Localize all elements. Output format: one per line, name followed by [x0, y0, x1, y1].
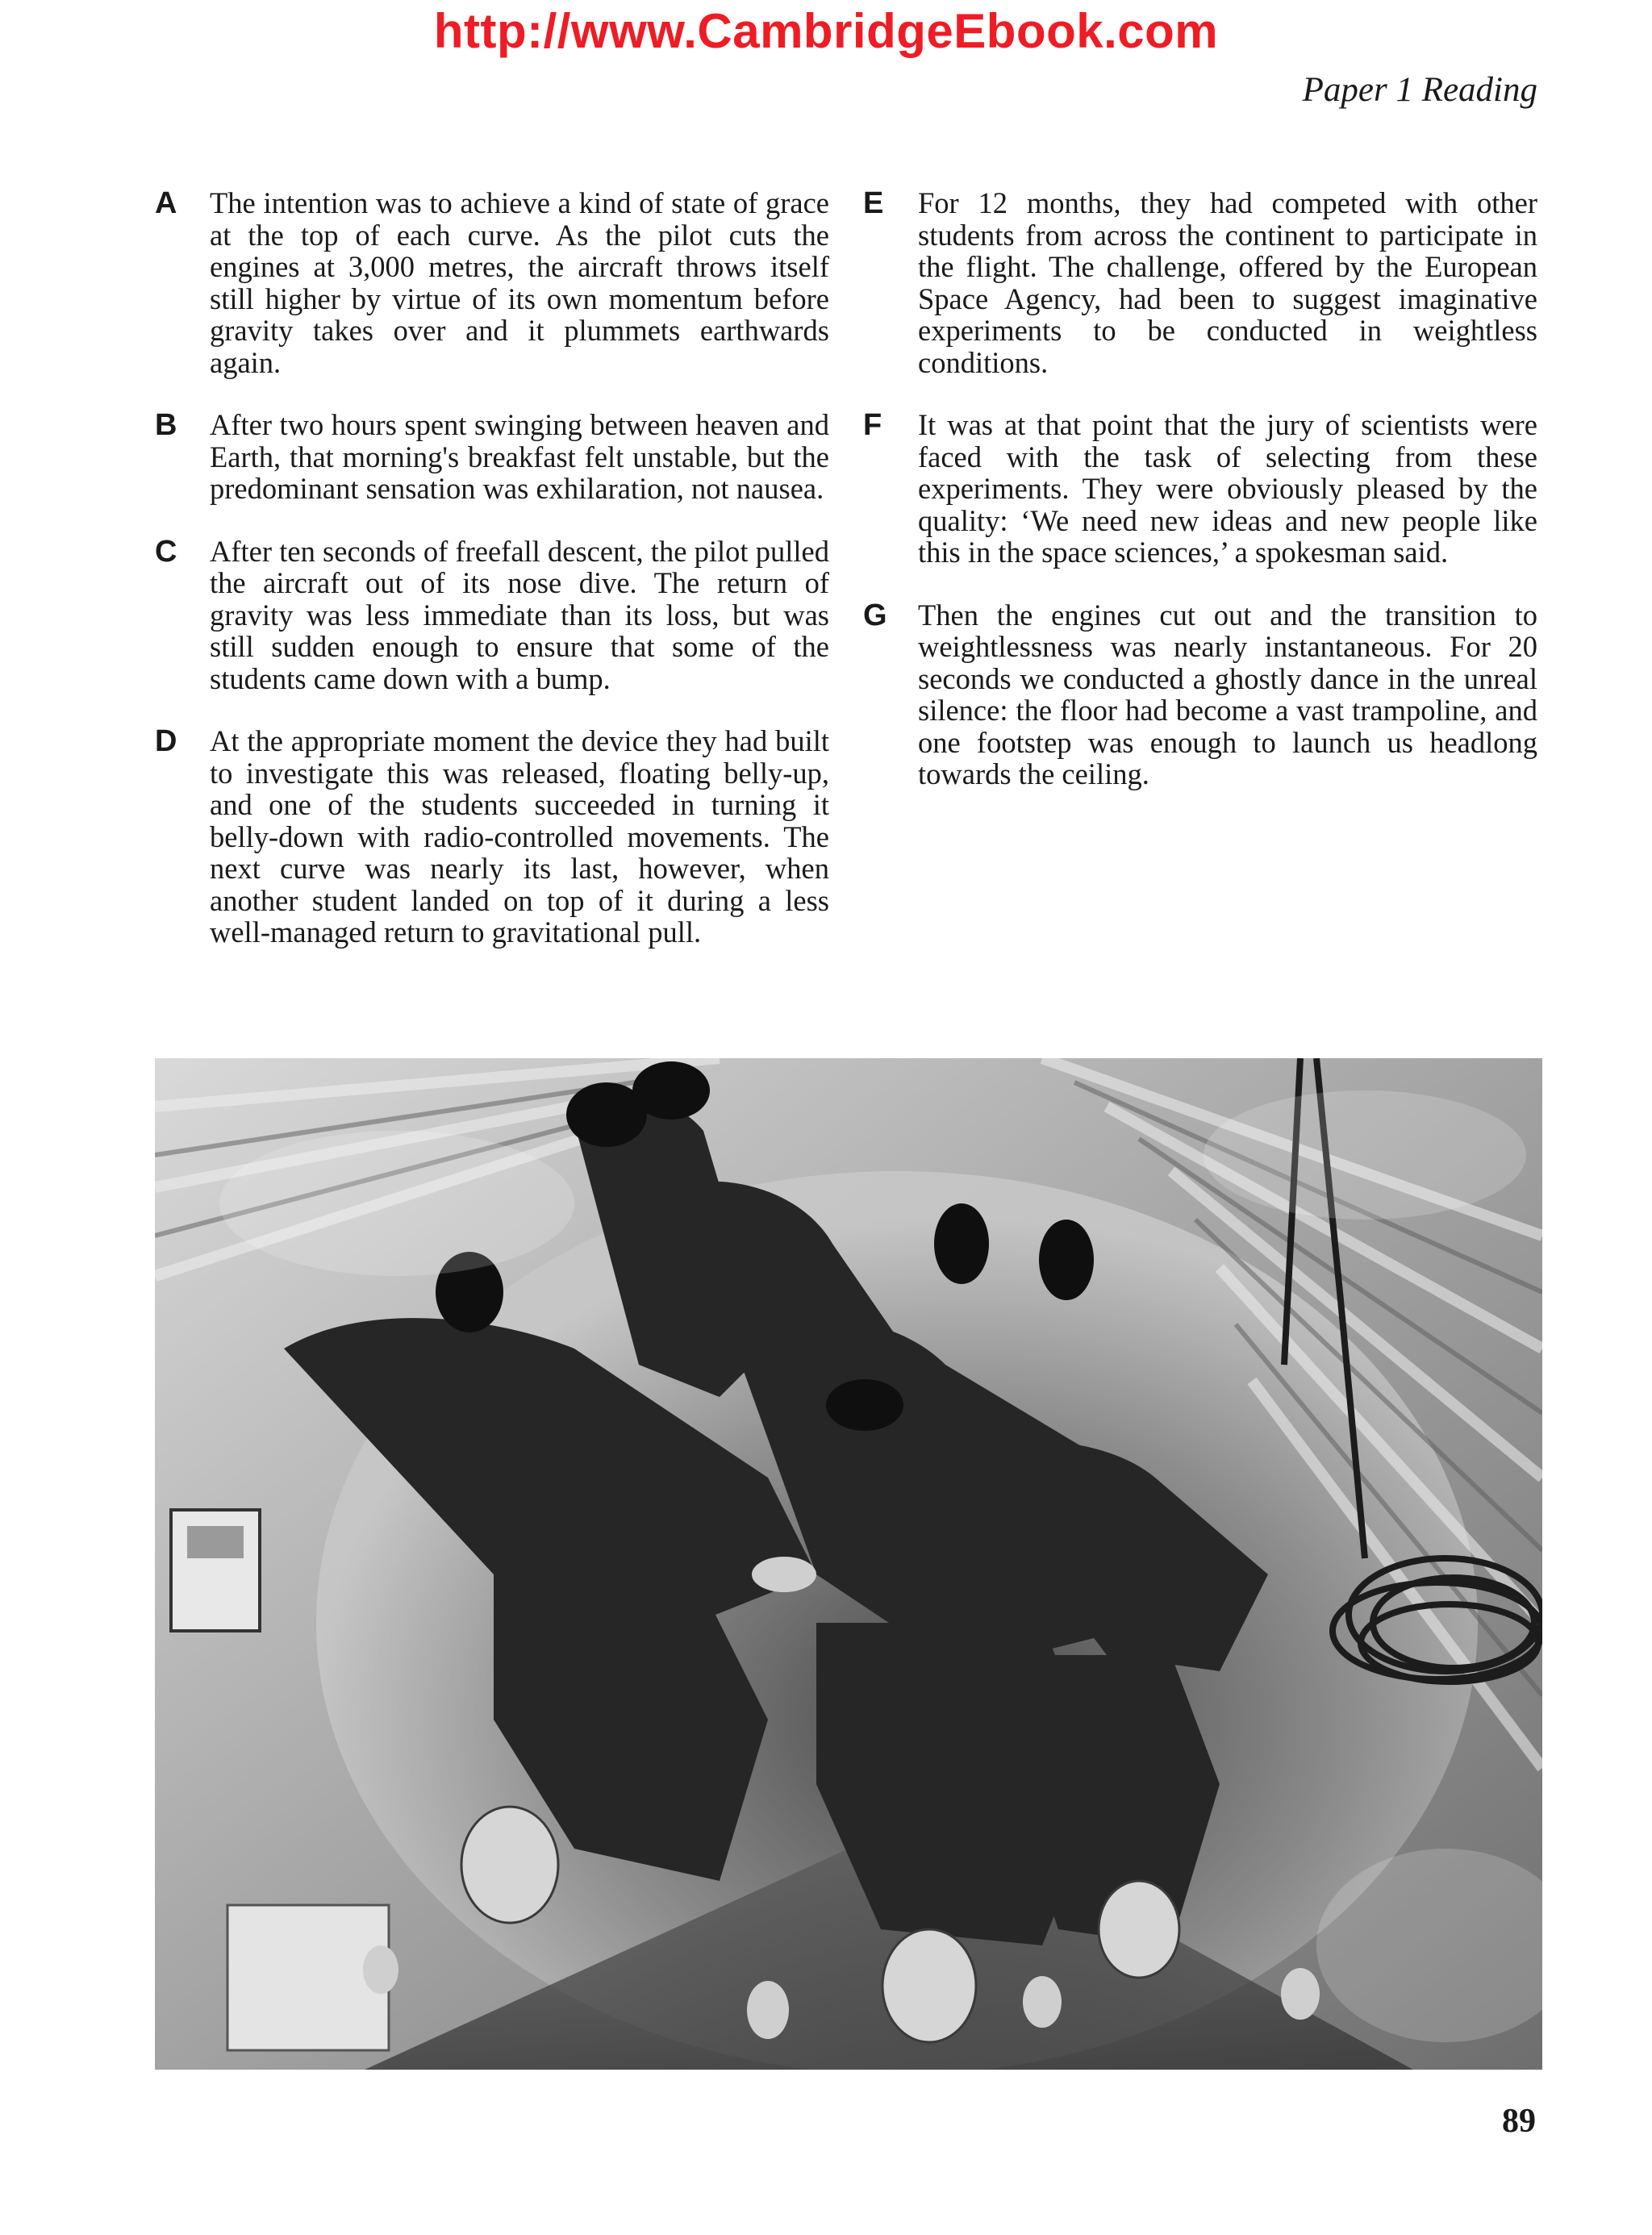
watermark-url: http://www.CambridgeEbook.com — [433, 4, 1219, 58]
paragraph-text: Then the engines cut out and the transition to weightlessness was nearly instantaneous. For 20 seconds we conducted a ghostly dance in the unreal silence: the floor had become a vast trampoline, and one footstep was enough to launch us headlong towards the ceiling. — [918, 598, 1537, 790]
page-number: 89 — [1502, 2103, 1536, 2140]
photo-illustration — [155, 1058, 1542, 2070]
paragraph-text: After ten seconds of freefall descent, the pilot pulled the aircraft out of its nose dive. The return of gravity was less immediate than its loss, but was still sudden enough to ensure that some of the students came down with a bump. — [210, 534, 829, 695]
paragraph-f — [863, 409, 1537, 569]
running-head: Paper 1 Reading — [1302, 71, 1537, 109]
paragraph-text: It was at that point that the jury of scientists were faced with the task of selecting from these experiments. They were obviously pleased by the quality: ‘We need new ideas and new people like this in the space sciences,’ a spokesman said. — [918, 408, 1537, 569]
paragraph-text: At the appropriate moment the device they had built to investigate this was released, floating belly-up, and one of the students succeeded in turning it belly-down with radio-controlled movements. The next curve was nearly its last, however, when another student landed on top of it during a less well-managed return to gravitational pull. — [210, 724, 829, 949]
paragraph-b — [155, 409, 829, 505]
paragraph-letter: G — [863, 598, 887, 632]
paragraph-c — [155, 536, 829, 695]
paragraph-text: After two hours spent swinging between heaven and Earth, that morning's breakfast felt unstable, but the predominant sensation was exhilaration, not nausea. — [210, 408, 829, 505]
right-column — [863, 187, 1537, 821]
paragraph-e — [863, 187, 1537, 378]
paragraph-letter: F — [863, 408, 882, 442]
paragraph-letter: C — [155, 534, 177, 569]
paragraph-d — [155, 725, 829, 949]
weightless-students-photo — [155, 1058, 1542, 2070]
left-column — [155, 187, 829, 979]
paragraph-text: For 12 months, they had competed with other students from across the continent to participate in the flight. The challenge, offered by the European Space Agency, had been to suggest imaginative experiments to be conducted in weightless conditions. — [918, 186, 1537, 379]
paragraph-g — [863, 599, 1537, 790]
paragraph-a — [155, 187, 829, 378]
paragraph-letter: A — [155, 186, 177, 220]
paragraph-letter: B — [155, 408, 177, 442]
paragraph-text: The intention was to achieve a kind of state of grace at the top of each curve. As the pilot cuts the engines at 3,000 metres, the aircraft throws itself still higher by virtue of its own momentum before gravity takes over and it plummets earthwards again. — [210, 186, 829, 379]
paragraph-letter: E — [863, 186, 884, 220]
paragraph-letter: D — [155, 724, 177, 758]
